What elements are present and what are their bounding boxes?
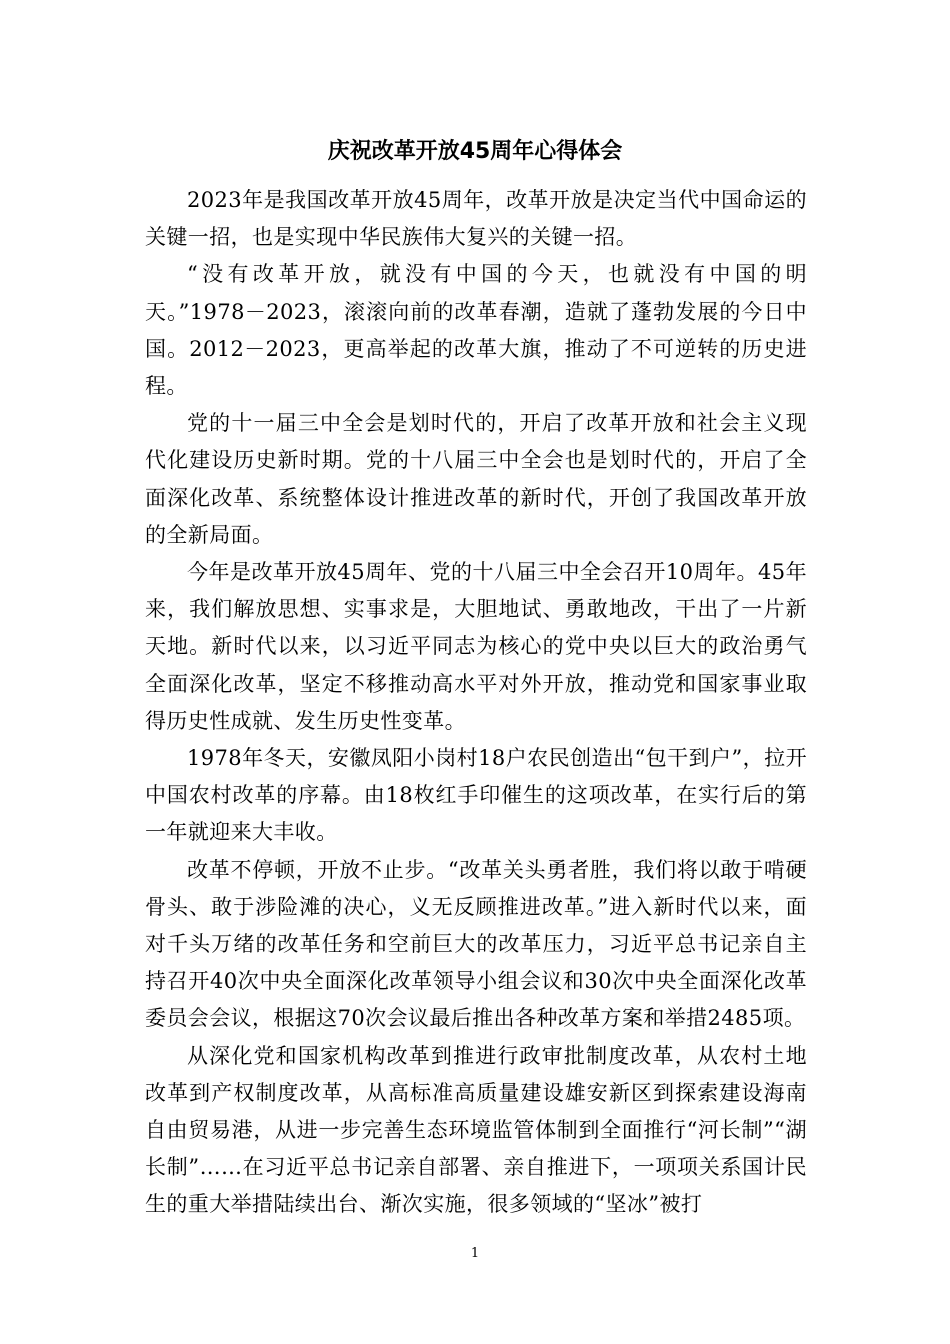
document-body	[145, 182, 807, 1224]
paragraph-4: 今年是改革开放45周年、党的十八届三中全会召开10周年。45年来，我们解放思想、实事求是，大胆地试、勇敢地改，干出了一片新天地。新时代以来，以习近平同志为核心的党中央以巨大的政治勇气全面深化改革，坚定不移推动高水平对外开放，推动党和国家事业取得历史性成就、发生历史性变革。	[145, 560, 807, 733]
paragraph-1: 2023年是我国改革开放45周年，改革开放是决定当代中国命运的关键一招，也是实现中华民族伟大复兴的关键一招。	[145, 188, 807, 250]
paragraph-2: “没有改革开放，就没有中国的今天，也就没有中国的明天。”1978－2023，滚滚向前的改革春潮，造就了蓬勃发展的今日中国。2012－2023，更高举起的改革大旗，推动了不可逆转的历史进程。	[145, 262, 807, 399]
paragraph-5: 1978年冬天，安徽凤阳小岗村18户农民创造出“包干到户”，拉开中国农村改革的序幕。由18枚红手印催生的这项改革，在实行后的第一年就迎来大丰收。	[145, 746, 807, 845]
paragraph-6: 改革不停顿，开放不止步。“改革关头勇者胜，我们将以敢于啃硬骨头、敢于涉险滩的决心，义无反顾推进改革。”进入新时代以来，面对千头万绪的改革任务和空前巨大的改革压力，习近平总书记亲自主持召开40次中央全面深化改革领导小组会议和30次中央全面深化改革委员会会议，根据这70次会议最后推出各种改革方案和举措2485项。	[145, 857, 807, 1031]
document-title: 庆祝改革开放45周年心得体会	[327, 139, 623, 164]
page-number: 1	[470, 1246, 480, 1261]
paragraph-3: 党的十一届三中全会是划时代的，开启了改革开放和社会主义现代化建设历史新时期。党的十八届三中全会也是划时代的，开启了全面深化改革、系统整体设计推进改革的新时代，开创了我国改革开放的全新局面。	[145, 411, 807, 547]
paragraph-7: 从深化党和国家机构改革到推进行政审批制度改革，从农村土地改革到产权制度改革，从高标准高质量建设雄安新区到探索建设海南自由贸易港，从进一步完善生态环境监管体制到全面推行“河长制”“湖长制”……在习近平总书记亲自部署、亲自推进下，一项项关系国计民生的重大举措陆续出台、渐次实施，很多领域的“坚冰”被打	[145, 1043, 807, 1217]
